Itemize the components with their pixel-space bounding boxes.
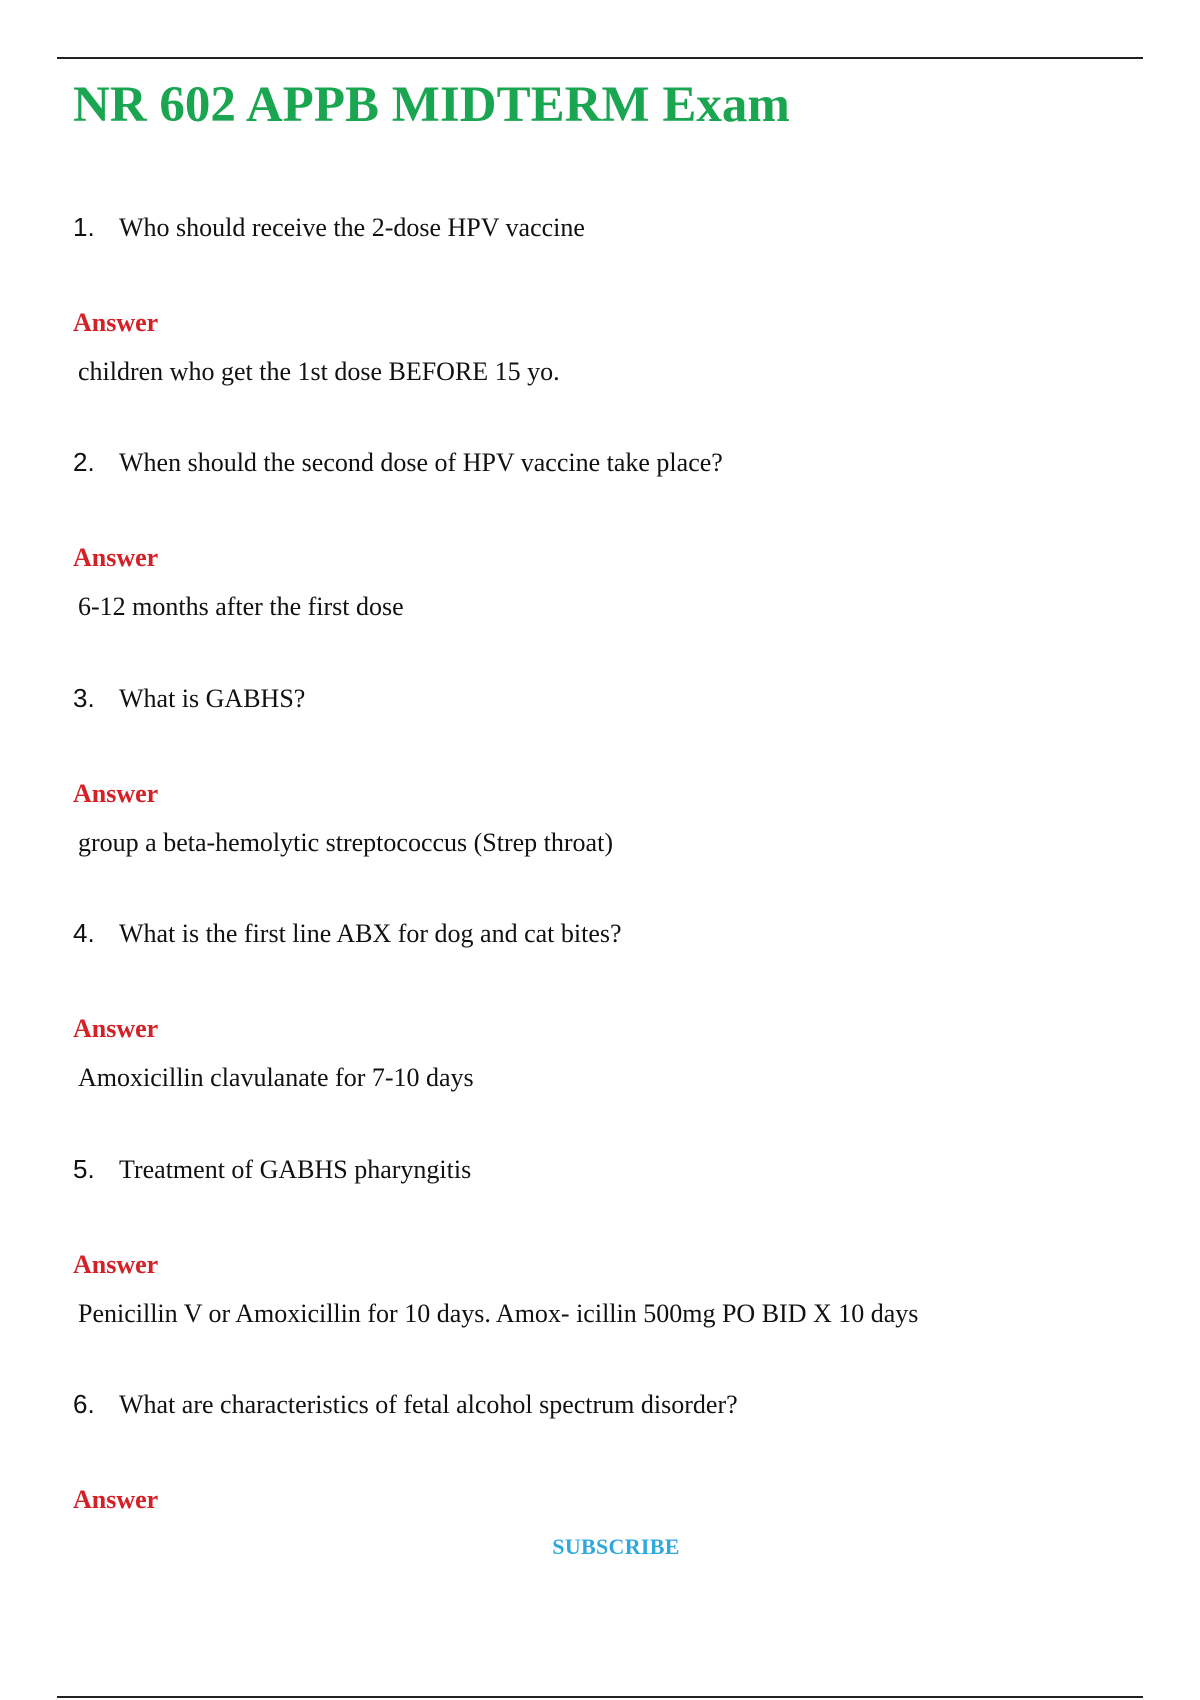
question-line (73, 681, 305, 715)
answer-text: Amoxicillin clavulanate for 7-10 days (78, 1063, 474, 1092)
answer-label: Answer (73, 1250, 159, 1279)
answer-text: group a beta-hemolytic streptococcus (Strep throat) (78, 828, 613, 857)
question-line (73, 1387, 738, 1421)
answer-label: Answer (73, 543, 159, 572)
page-title: NR 602 APPB MIDTERM Exam (73, 77, 790, 133)
answer-text: 6-12 months after the first dose (78, 592, 404, 621)
bottom-rule (57, 1696, 1143, 1698)
question-line (73, 445, 723, 479)
question-text: What is GABHS? (119, 684, 306, 713)
answer-label: Answer (73, 1014, 159, 1043)
question-text: What are characteristics of fetal alcohol spectrum disorder? (119, 1390, 738, 1419)
question-number: 6. (73, 1389, 95, 1419)
question-line (73, 1152, 471, 1186)
answer-text: Penicillin V or Amoxicillin for 10 days. Amox- icillin 500mg PO BID X 10 days (78, 1299, 919, 1328)
question-line (73, 916, 622, 950)
question-text: Who should receive the 2-dose HPV vaccine (119, 213, 585, 242)
answer-text: children who get the 1st dose BEFORE 15 yo. (78, 357, 560, 386)
question-number: 2. (73, 447, 95, 477)
subscribe-link[interactable]: SUBSCRIBE (552, 1534, 680, 1559)
question-line (73, 210, 585, 244)
answer-label: Answer (73, 779, 159, 808)
answer-label: Answer (73, 308, 159, 337)
question-text: When should the second dose of HPV vaccine take place? (119, 448, 723, 477)
question-text: Treatment of GABHS pharyngitis (119, 1155, 472, 1184)
question-text: What is the first line ABX for dog and cat bites? (119, 919, 622, 948)
question-number: 5. (73, 1154, 95, 1184)
question-number: 3. (73, 683, 95, 713)
answer-label: Answer (73, 1485, 159, 1514)
top-rule (57, 57, 1143, 59)
question-number: 1. (73, 212, 95, 242)
question-number: 4. (73, 918, 95, 948)
